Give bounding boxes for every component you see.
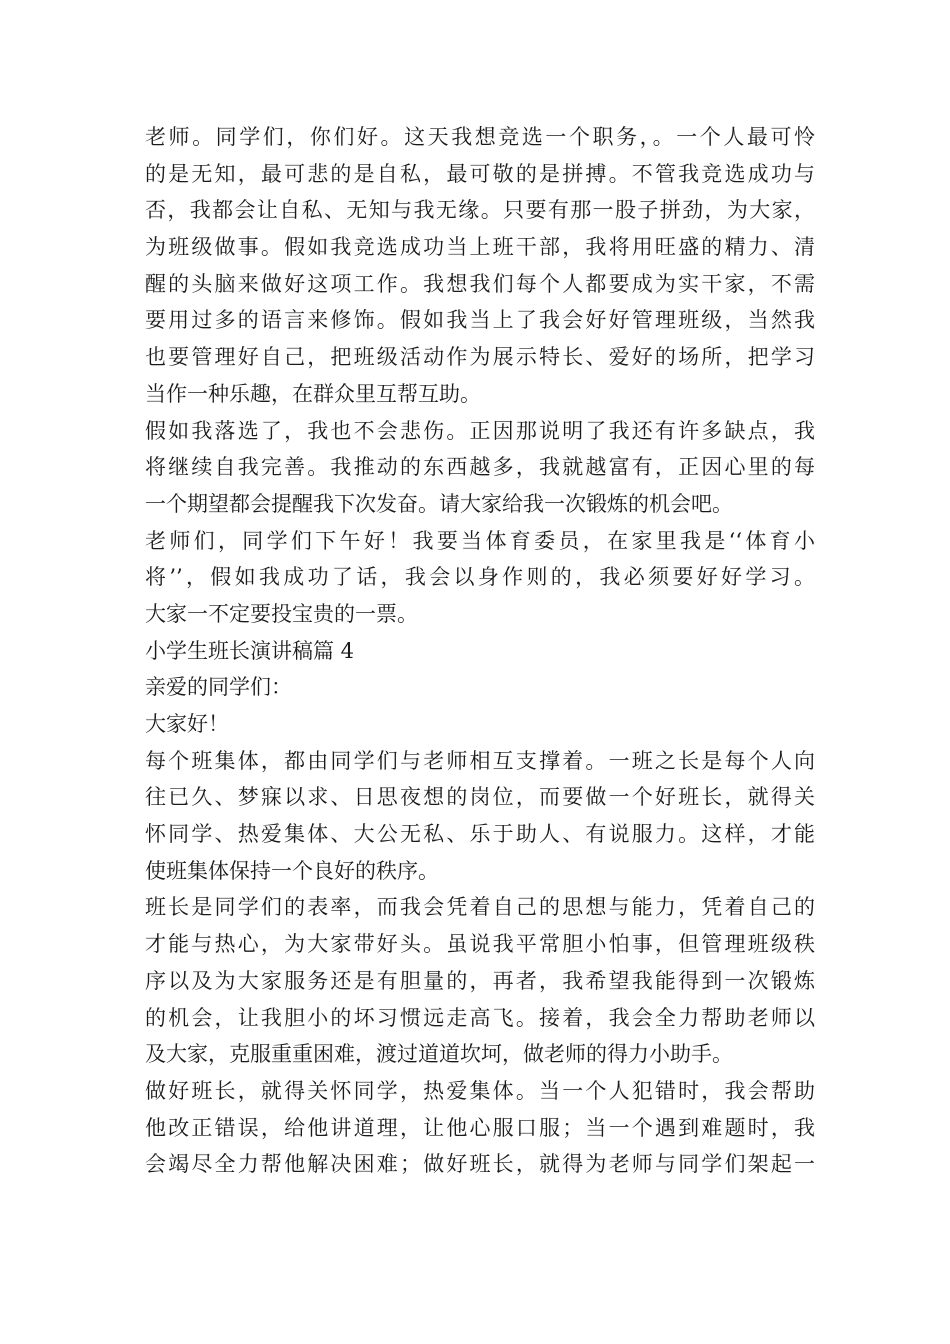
text-line: 会竭尽全力帮他解决困难；做好班长，就得为老师与同学们架起一 [145,1152,815,1177]
text-line: 班长是同学们的表率，而我会凭着自己的思想与能力，凭着自己的 [145,895,815,920]
text-line: 序以及为大家服务还是有胆量的，再者，我希望我能得到一次锻炼 [145,968,815,993]
text-line: 他改正错误，给他讲道理，让他心服口服；当一个遇到难题时，我 [145,1115,815,1140]
text-line: 老师们，同学们下午好！我要当体育委员，在家里我是‘‘体育小 [145,528,815,553]
text-line: 要用过多的语言来修饰。假如我当上了我会好好管理班级，当然我 [145,308,815,333]
text-line: 怀同学、热爱集体、大公无私、乐于助人、有说服力。这样，才能 [145,822,815,847]
text-line: 也要管理好自己，把班级活动作为展示特长、爱好的场所，把学习 [145,345,815,370]
text-line: 大家一不定要投宝贵的一票。 [145,601,418,626]
text-line: 及大家，克服重重困难，渡过道道坎坷，做老师的得力小助手。 [145,1042,733,1067]
text-line: 将’’，假如我成功了话，我会以身作则的，我必须要好好学习。 [145,565,815,590]
text-line: 小学生班长演讲稿篇 4 [145,638,355,663]
text-line: 亲爱的同学们： [145,675,292,700]
text-line: 老师。同学们，你们好。这天我想竞选一个职务，。一个人最可怜 [145,125,815,149]
text-line: 一个期望都会提醒我下次发奋。请大家给我一次锻炼的机会吧。 [145,491,733,516]
text-line: 将继续自我完善。我推动的东西越多，我就越富有，正因心里的每 [145,455,815,480]
text-line: 才能与热心，为大家带好头。虽说我平常胆小怕事，但管理班级秩 [145,932,815,957]
text-line: 使班集体保持一个良好的秩序。 [145,858,439,883]
text-line: 假如我落选了，我也不会悲伤。正因那说明了我还有许多缺点，我 [145,418,815,443]
text-line: 每个班集体，都由同学们与老师相互支撑着。一班之长是每个人向 [145,748,815,773]
text-line: 当作一种乐趣，在群众里互帮互助。 [145,381,481,406]
document-body [145,119,815,1183]
text-line: 醒的头脑来做好这项工作。我想我们每个人都要成为实干家，不需 [145,271,815,296]
text-line: 的机会，让我胆小的坏习惯远走高飞。接着，我会全力帮助老师以 [145,1005,815,1030]
text-line: 为班级做事。假如我竞选成功当上班干部，我将用旺盛的精力、清 [145,235,815,260]
text-line: 否，我都会让自私、无知与我无缘。只要有那一股子拼劲，为大家， [145,198,815,223]
text-line: 往已久、梦寐以求、日思夜想的岗位，而要做一个好班长，就得关 [145,785,815,810]
text-line: 做好班长，就得关怀同学，热爱集体。当一个人犯错时，我会帮助 [145,1078,815,1103]
text-line: 大家好！ [145,712,229,736]
text-line: 的是无知，最可悲的是自私，最可敬的是拼搏。不管我竞选成功与 [145,161,815,186]
